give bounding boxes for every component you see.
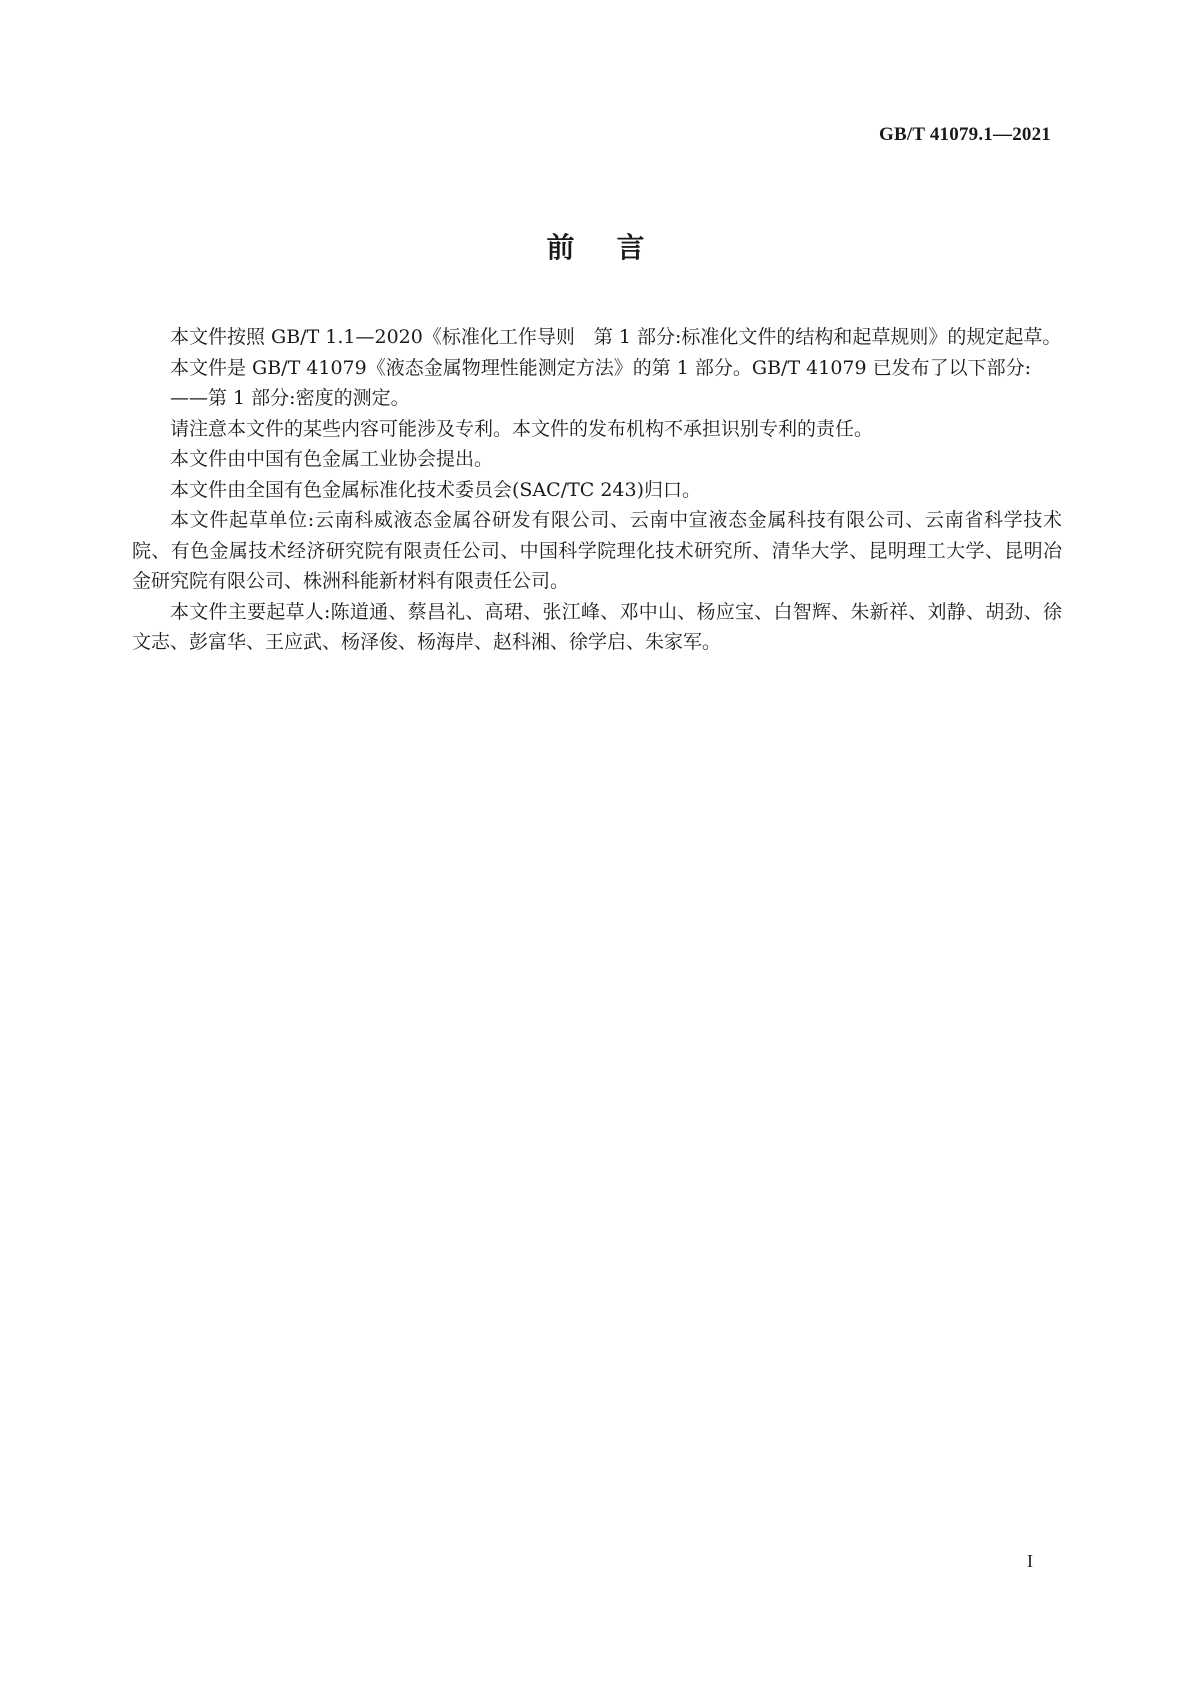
paragraph-patent-notice: 请注意本文件的某些内容可能涉及专利。本文件的发布机构不承担识别专利的责任。 [170, 417, 874, 440]
paragraph-drafters: 本文件主要起草人:陈道通、蔡昌礼、高珺、张江峰、邓中山、杨应宝、白智辉、朱新祥、刘静、胡劲、徐文志、彭富华、王应武、杨泽俊、杨海岸、赵科湘、徐学启、朱家军。 [132, 600, 1062, 653]
page-title: 前言 [546, 231, 687, 264]
page-number: I [1027, 1551, 1033, 1571]
list-item-part-1: ——第 1 部分:密度的测定。 [170, 387, 410, 409]
paragraph-proposer: 本文件由中国有色金属工业协会提出。 [170, 448, 494, 470]
foreword-body [132, 322, 1062, 658]
standard-number: GB/T 41079.1—2021 [879, 124, 1051, 145]
paragraph-drafting-units: 本文件起草单位:云南科威液态金属谷研发有限公司、云南中宣液态金属科技有限公司、云南省科学技术院、有色金属技术经济研究院有限责任公司、中国科学院理化技术研究所、清华大学、昆明理工大学、昆明冶金研究院有限公司、株洲科能新材料有限责任公司。 [132, 509, 1062, 592]
paragraph-standard-parts: 本文件是 GB/T 41079《液态金属物理性能测定方法》的第 1 部分。GB/T 41079 已发布了以下部分: [170, 356, 1032, 379]
paragraph-drafting-basis: 本文件按照 GB/T 1.1—2020《标准化工作导则 第 1 部分:标准化文件的结构和起草规则》的规定起草。 [170, 326, 1062, 348]
paragraph-technical-committee: 本文件由全国有色金属标准化技术委员会(SAC/TC 243)归口。 [170, 478, 702, 501]
